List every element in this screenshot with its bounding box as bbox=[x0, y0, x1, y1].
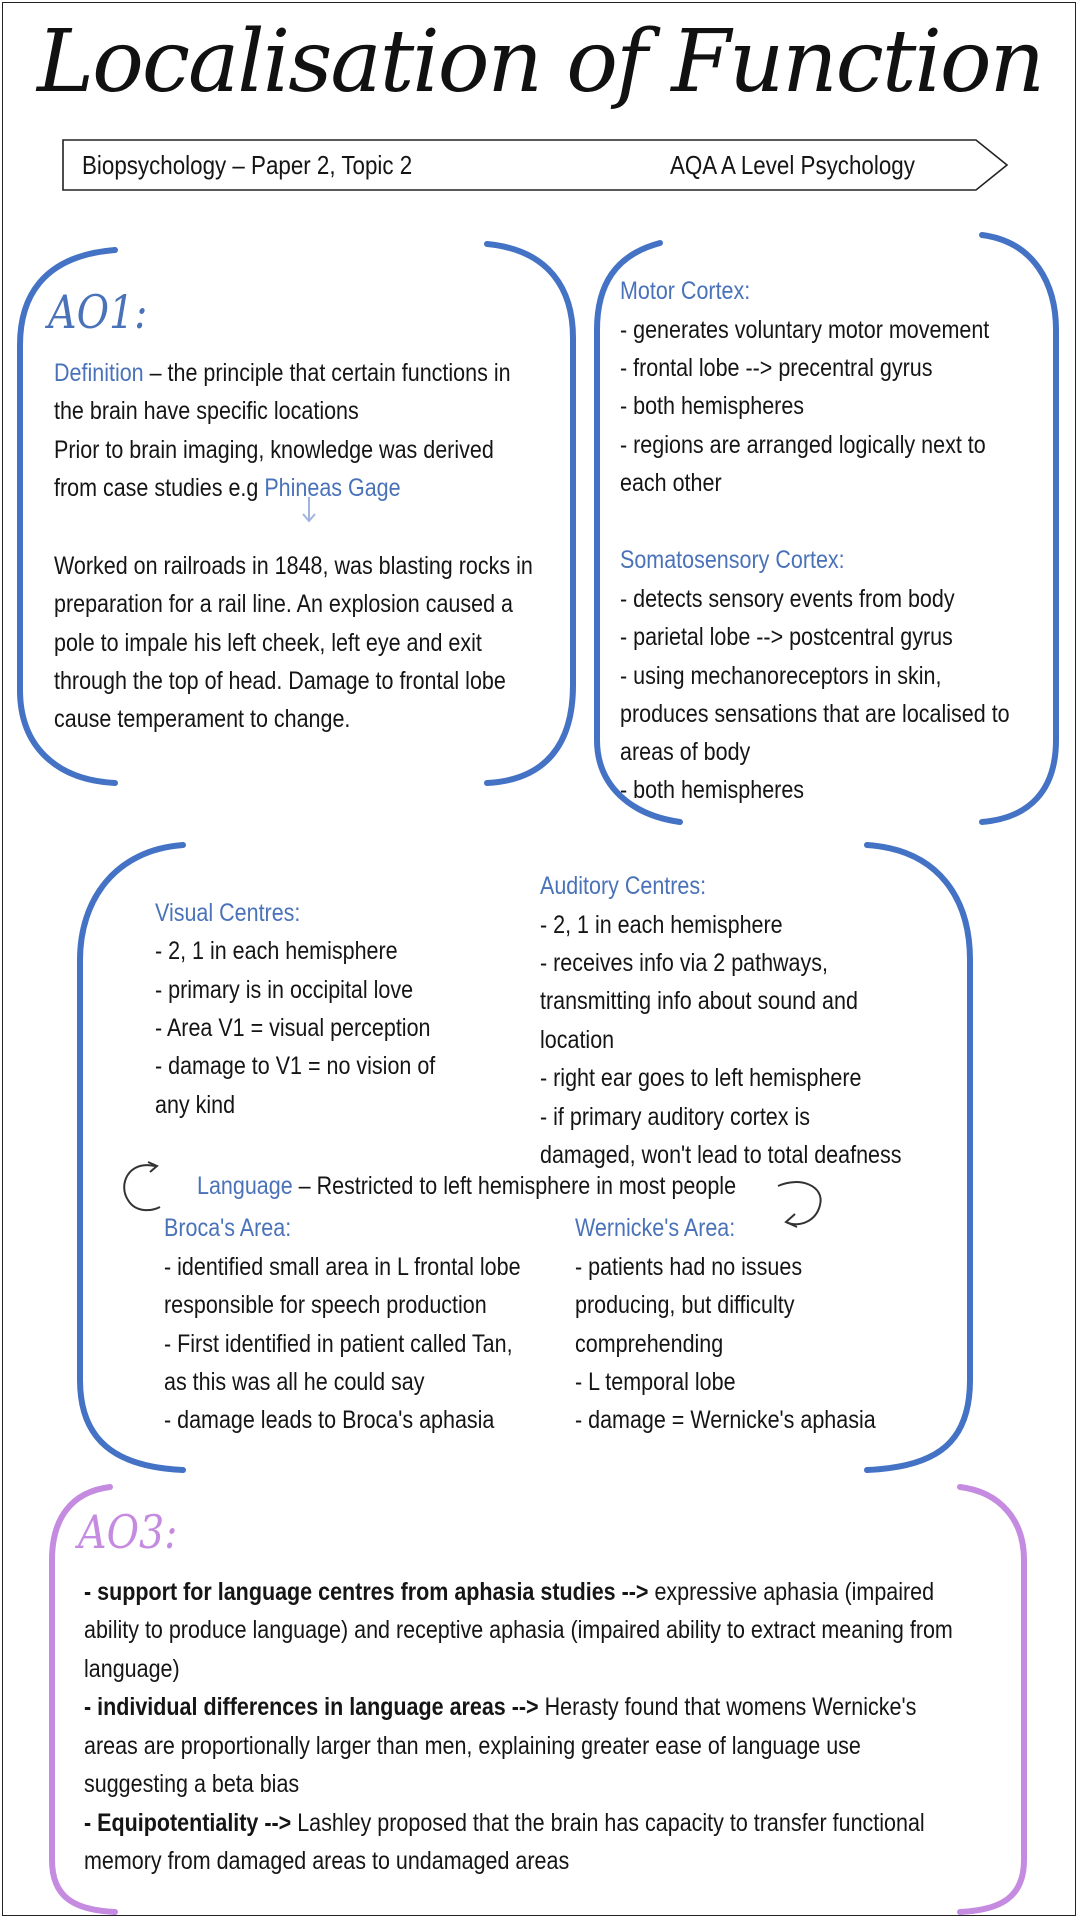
page-title: Localisation of Function bbox=[36, 12, 1044, 112]
visual-item: - 2, 1 in each hemisphere bbox=[155, 937, 398, 965]
motor-item: each other bbox=[620, 469, 722, 497]
ao3-point-2-title: - individual differences in language areas --> bbox=[84, 1693, 539, 1721]
wernicke-item: - L temporal lobe bbox=[575, 1368, 736, 1396]
motor-item: - both hemispheres bbox=[620, 392, 805, 420]
auditory-item: - receives info via 2 pathways, bbox=[540, 949, 829, 977]
gage-line: Worked on railroads in 1848, was blasting rocks in bbox=[54, 552, 533, 580]
ao1-heading: AO1: bbox=[48, 285, 148, 339]
prior-line-2 bbox=[54, 469, 401, 508]
ao3-point-2 bbox=[84, 1688, 916, 1727]
curved-arrow-left-head bbox=[148, 1162, 157, 1172]
ao3-point-1-line: language) bbox=[84, 1655, 180, 1683]
language-text: – Restricted to left hemisphere in most people bbox=[292, 1172, 737, 1200]
ao3-point-3-title: - Equipotentiality --> bbox=[84, 1809, 292, 1837]
ao3-right-bracket bbox=[960, 1487, 1024, 1912]
definition-line bbox=[54, 354, 511, 393]
broca-item: as this was all he could say bbox=[164, 1368, 425, 1396]
ao3-point-3-text: Lashley proposed that the brain has capacity to transfer functional bbox=[291, 1809, 925, 1837]
broca-item: responsible for speech production bbox=[164, 1291, 487, 1319]
broca-item: - identified small area in L frontal lobe bbox=[164, 1253, 521, 1281]
ao3-point-1-line: ability to produce language) and receptive aphasia (impaired ability to extract meaning from bbox=[84, 1616, 953, 1644]
auditory-item: damaged, won't lead to total deafness bbox=[540, 1141, 902, 1169]
prior-line-1: Prior to brain imaging, knowledge was derived bbox=[54, 436, 494, 464]
wernicke-item: comprehending bbox=[575, 1330, 724, 1358]
curved-arrow-left bbox=[124, 1165, 160, 1210]
ao3-point-3-line: memory from damaged areas to undamaged areas bbox=[84, 1847, 570, 1875]
ao3-point-1 bbox=[84, 1573, 934, 1612]
somato-item: produces sensations that are localised to bbox=[620, 700, 1010, 728]
ao3-point-2-line: suggesting a beta bias bbox=[84, 1770, 300, 1798]
definition-text: – the principle that certain functions in bbox=[143, 359, 511, 387]
somato-item: - both hemispheres bbox=[620, 776, 805, 804]
visual-item: - Area V1 = visual perception bbox=[155, 1014, 431, 1042]
visual-item: - damage to V1 = no vision of bbox=[155, 1052, 436, 1080]
auditory-item: transmitting info about sound and bbox=[540, 987, 858, 1015]
ao3-point-1-text: expressive aphasia (impaired bbox=[648, 1578, 935, 1606]
ao1-right-bracket bbox=[487, 244, 573, 783]
definition-term: Definition bbox=[54, 359, 144, 387]
ao3-point-1-title: - support for language centres from aphasia studies --> bbox=[84, 1578, 649, 1606]
visual-item: any kind bbox=[155, 1091, 236, 1119]
auditory-centres-heading: Auditory Centres: bbox=[540, 872, 707, 900]
ao3-point-3 bbox=[84, 1804, 925, 1843]
motor-item: - generates voluntary motor movement bbox=[620, 316, 990, 344]
gage-line: through the top of head. Damage to frontal lobe bbox=[54, 667, 506, 695]
ao3-heading: AO3: bbox=[78, 1505, 178, 1559]
broca-item: - damage leads to Broca's aphasia bbox=[164, 1406, 495, 1434]
prior-line-2-text: from case studies e.g bbox=[54, 474, 265, 502]
visual-item: - primary is in occipital love bbox=[155, 976, 414, 1004]
motor-item: - regions are arranged logically next to bbox=[620, 431, 986, 459]
motor-right-bracket bbox=[982, 235, 1056, 822]
somatosensory-heading: Somatosensory Cortex: bbox=[620, 546, 845, 574]
language-line bbox=[197, 1167, 736, 1206]
language-term: Language bbox=[197, 1172, 293, 1200]
wernicke-item: producing, but difficulty bbox=[575, 1291, 795, 1319]
visual-centres-heading: Visual Centres: bbox=[155, 899, 301, 927]
somato-item: - detects sensory events from body bbox=[620, 585, 955, 613]
ao3-point-2-line: areas are proportionally larger than men, explaining greater ease of language use bbox=[84, 1732, 861, 1760]
ao3-point-2-text: Herasty found that womens Wernicke's bbox=[538, 1693, 917, 1721]
definition-line-2: the brain have specific locations bbox=[54, 397, 359, 425]
wernicke-item: - damage = Wernicke's aphasia bbox=[575, 1406, 876, 1434]
broca-item: - First identified in patient called Tan, bbox=[164, 1330, 513, 1358]
somato-item: - parietal lobe --> postcentral gyrus bbox=[620, 623, 953, 651]
motor-cortex-heading: Motor Cortex: bbox=[620, 277, 751, 305]
wernickes-area-heading: Wernicke's Area: bbox=[575, 1214, 736, 1242]
gage-line: cause temperament to change. bbox=[54, 705, 351, 733]
wernicke-item: - patients had no issues bbox=[575, 1253, 803, 1281]
auditory-item: location bbox=[540, 1026, 615, 1054]
motor-item: - frontal lobe --> precentral gyrus bbox=[620, 354, 933, 382]
curved-arrow-right bbox=[778, 1182, 821, 1224]
brocas-area-heading: Broca's Area: bbox=[164, 1214, 292, 1242]
gage-line: pole to impale his left cheek, left eye and exit bbox=[54, 629, 482, 657]
somato-item: - using mechanoreceptors in skin, bbox=[620, 662, 942, 690]
banner-left-text: Biopsychology – Paper 2, Topic 2 bbox=[82, 150, 413, 180]
auditory-item: - if primary auditory cortex is bbox=[540, 1103, 811, 1131]
banner-right-text: AQA A Level Psychology bbox=[670, 150, 915, 180]
gage-line: preparation for a rail line. An explosion caused a bbox=[54, 590, 513, 618]
somato-item: areas of body bbox=[620, 738, 751, 766]
auditory-item: - right ear goes to left hemisphere bbox=[540, 1064, 862, 1092]
phineas-gage-link: Phineas Gage bbox=[264, 474, 401, 502]
auditory-item: - 2, 1 in each hemisphere bbox=[540, 911, 783, 939]
